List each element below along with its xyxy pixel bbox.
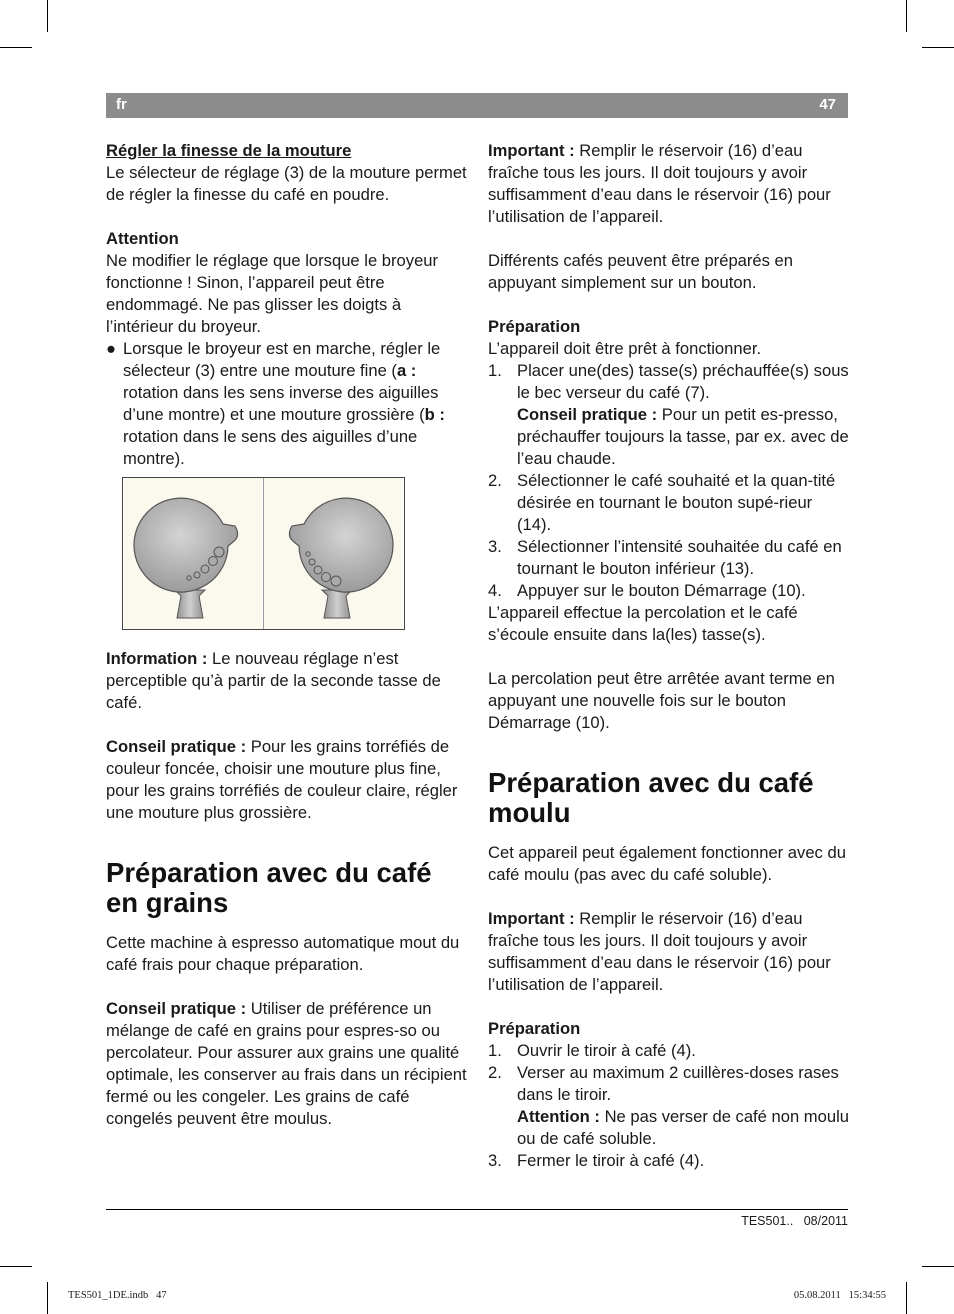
list-item: 3. Sélectionner l’intensité souhaitée du café en tournant le bouton inférieur (13). [488, 537, 842, 578]
information-paragraph: Information : Le nouveau réglage n’est perceptible qu’à partir de la seconde tasse de café. [106, 649, 441, 712]
left-column [106, 140, 468, 1130]
preparation-steps-2 [488, 1040, 850, 1172]
list-item: 2. Sélectionner le café souhaité et la quan-tité désirée en tournant le bouton supé-rieur (14). [488, 471, 836, 534]
footer-model: TES501.. [741, 1214, 794, 1228]
crop-mark [906, 1282, 907, 1314]
grind-bullet: ● Lorsque le broyeur est en marche, régler le sélecteur (3) entre une mouture fine (a : rotation dans les sens inverse des aiguilles d’une montre) et une mouture grossière (b : rotation dans le sens des aiguilles d’une montre). [106, 339, 445, 468]
language-code: fr [116, 96, 127, 113]
grinder-dial-figure [122, 477, 405, 630]
beans-intro: Cette machine à espresso automatique mout du café frais pour chaque préparation. [106, 933, 460, 974]
crop-mark [0, 1266, 32, 1267]
heading-beans: Préparation avec du café en grains [106, 857, 432, 918]
important-paragraph-1: Important : Remplir le réservoir (16) d’eau fraîche tous les jours. Il doit toujours y avoir suffisamment d’eau dans le réservoir (16) pour l’utilisation de l’appareil. [488, 141, 831, 226]
footer-model-date [741, 1214, 848, 1228]
heading-ground: Préparation avec du café moulu [488, 767, 814, 828]
right-column [488, 140, 850, 1172]
crop-mark [906, 0, 907, 32]
preparation-title-1: Préparation [488, 317, 581, 336]
bullet-symbol: ● [106, 339, 117, 358]
crop-mark [47, 0, 48, 32]
slug-file: TES501_1DE.indb 47 [68, 1290, 167, 1301]
dial-coarse-icon [264, 478, 404, 629]
attention-text: Ne modifier le réglage que lorsque le broyeur fonctionne ! Sinon, l’appareil peut être endommagé. Ne pas glisser les doigts à l’intérieur du broyeur. [106, 251, 439, 336]
list-item: 1. Ouvrir le tiroir à café (4). [488, 1041, 696, 1060]
crop-mark [0, 47, 32, 48]
ground-intro: Cet appareil peut également fonctionner avec du café moulu (pas avec du café soluble). [488, 843, 846, 884]
page-number: 47 [819, 96, 836, 113]
percolation-text: L’appareil effectue la percolation et le café s’écoule ensuite dans la(les) tasse(s). [488, 603, 798, 644]
preparation-steps-1 [488, 360, 850, 602]
footer-date: 08/2011 [803, 1214, 848, 1228]
section-title-grind: Régler la finesse de la mouture [106, 141, 352, 160]
grind-description: Le sélecteur de réglage (3) de la mouture permet de régler la finesse du café en poudre. [106, 163, 467, 204]
important-paragraph-2: Important : Remplir le réservoir (16) d’eau fraîche tous les jours. Il doit toujours y avoir suffisamment d’eau dans le réservoir (16) pour l’utilisation de l’appareil. [488, 909, 831, 994]
crop-mark [922, 47, 954, 48]
list-item: 4. Appuyer sur le bouton Démarrage (10). [488, 581, 806, 600]
figure-panel-a [123, 478, 263, 629]
tip-beans-paragraph: Conseil pratique : Utiliser de préférence un mélange de café en grains pour espres-so ou percolateur. Pour assurer aux grains une qualité optimale, les conserver au frais dans un récipient fermé ou les congeler. Les grains de café congelés peuvent être moulus. [106, 999, 467, 1128]
attention-title: Attention [106, 229, 179, 248]
crop-mark [47, 1282, 48, 1314]
crop-mark [922, 1266, 954, 1267]
list-item: 1. Placer une(des) tasse(s) préchauffée(s) sous le bec verseur du café (7). Conseil pratique : Pour un petit es-presso, préchauffer toujours la tasse, par ex. avec de l’eau chaude. [488, 361, 849, 468]
tip-grind-paragraph: Conseil pratique : Pour les grains torréfiés de couleur foncée, choisir une mouture plus fine, pour les grains torréfiés de couleur claire, régler une mouture plus grossière. [106, 737, 458, 822]
dial-fine-icon [123, 478, 263, 629]
list-item: 3. Fermer le tiroir à café (4). [488, 1151, 705, 1170]
footer-divider [106, 1209, 848, 1210]
preparation-intro-1: L’appareil doit être prêt à fonctionner. [488, 339, 762, 358]
page-header-bar [106, 93, 848, 118]
slug-timestamp: 05.08.2011 15:34:55 [793, 1290, 886, 1301]
preparation-title-2: Préparation [488, 1019, 581, 1038]
stop-percolation-text: La percolation peut être arrêtée avant terme en appuyant une nouvelle fois sur le bouton Démarrage (10). [488, 669, 835, 732]
figure-panel-b [263, 478, 404, 629]
list-item: 2. Verser au maximum 2 cuillères-doses rases dans le tiroir. Attention : Ne pas verser de café non moulu ou de café soluble. [488, 1063, 849, 1148]
different-coffees-text: Différents cafés peuvent être préparés en appuyant simplement sur un bouton. [488, 251, 794, 292]
